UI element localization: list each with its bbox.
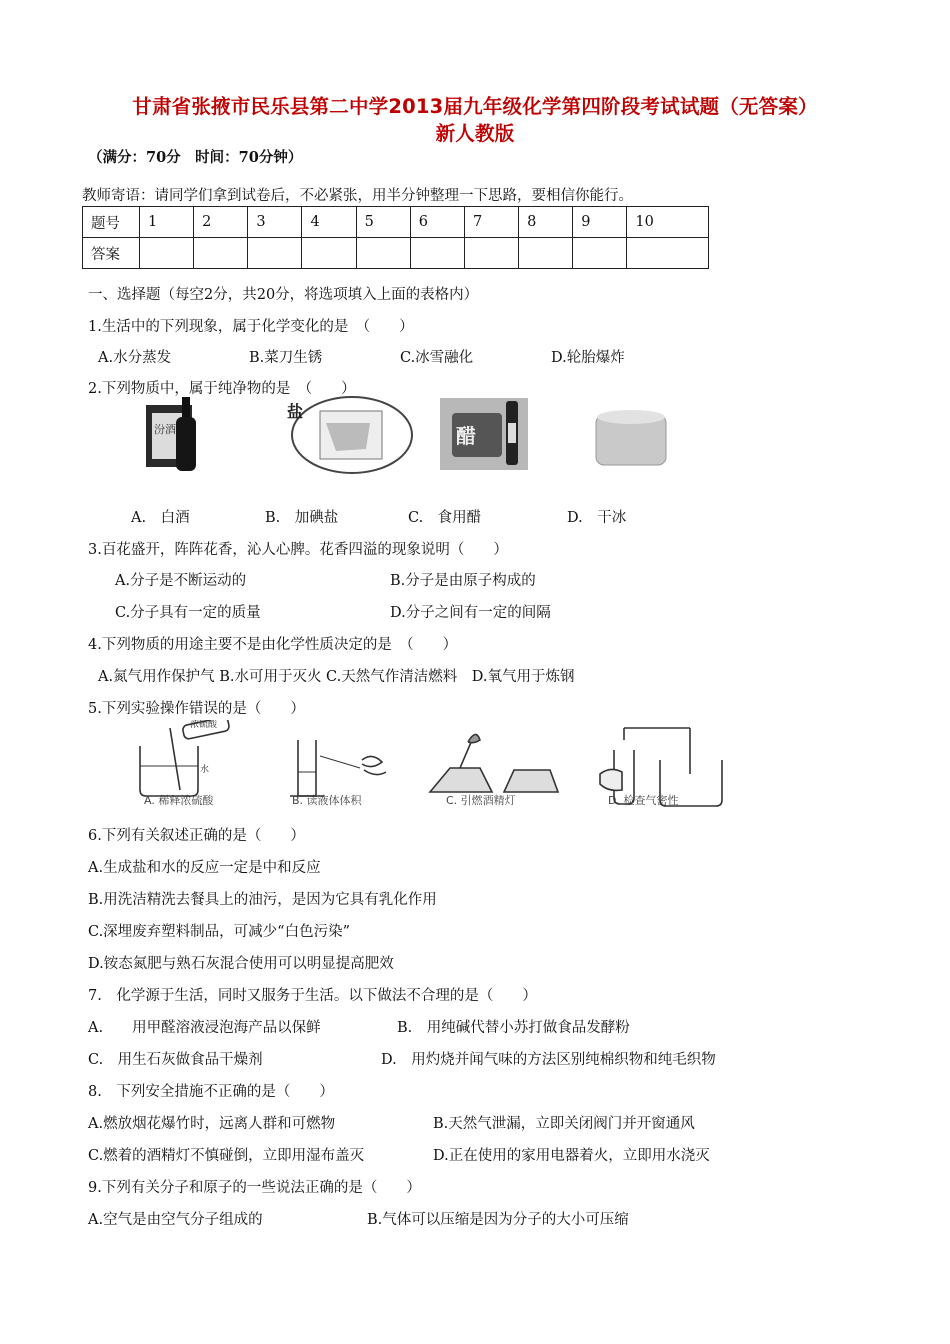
document-title: 甘肃省张掖市民乐县第二中学2013届九年级化学第四阶段考试试题（无答案） (132, 95, 818, 118)
answer-number: 4 (302, 207, 356, 238)
caption-a: A. 稀释浓硫酸 (144, 794, 214, 807)
answer-cell[interactable] (248, 238, 302, 269)
salt-package-image (287, 397, 412, 473)
option: C.冰雪融化 (400, 350, 474, 366)
substances-images (140, 393, 700, 483)
option: B. 加碘盐 (265, 510, 339, 526)
answer-cell[interactable] (410, 238, 464, 269)
liquor-bottle-image (146, 397, 196, 471)
answer-number: 3 (248, 207, 302, 238)
answer-cell[interactable] (356, 238, 410, 269)
answer-number: 6 (410, 207, 464, 238)
answer-table (82, 206, 709, 269)
exam-meta: （满分：70分 时间：70分钟） (88, 149, 303, 166)
answer-cell[interactable] (519, 238, 573, 269)
option: A.分子是不断运动的 (115, 573, 247, 589)
answer-cell[interactable] (464, 238, 518, 269)
answer-number: 2 (194, 207, 248, 238)
question-stem: 3.百花盛开，阵阵花香，沁人心脾。花香四溢的现象说明（ ） (88, 542, 508, 558)
answer-table-number-row (83, 207, 709, 238)
option: B.用洗洁精洗去餐具上的油污，是因为它具有乳化作用 (88, 892, 437, 908)
option: C. 用生石灰做食品干燥剂 (88, 1052, 263, 1068)
option: C.燃着的酒精灯不慎碰倒，立即用湿布盖灭 (88, 1148, 365, 1164)
caption-d: D. 检查气密性 (608, 794, 679, 807)
answer-table-answer-row (83, 238, 709, 269)
option: D.铵态氮肥与熟石灰混合使用可以明显提高肥效 (88, 956, 394, 972)
question-stem: 2.下列物质中，属于纯净物的是 （ ） (88, 381, 356, 397)
question-stem: 7. 化学源于生活，同时又服务于生活。以下做法不合理的是（ ） (88, 988, 537, 1004)
answer-cell[interactable] (194, 238, 248, 269)
option: A.空气是由空气分子组成的 (88, 1212, 263, 1228)
answer-number: 5 (356, 207, 410, 238)
liquor-label: 汾酒 (154, 423, 176, 436)
option: D.轮胎爆炸 (551, 350, 625, 366)
answer-cell[interactable] (140, 238, 194, 269)
answer-cell[interactable] (302, 238, 356, 269)
water-label: 水 (200, 765, 210, 775)
option: C. 食用醋 (408, 510, 482, 526)
caption-c: C. 引燃酒精灯 (446, 794, 516, 807)
option: B.天然气泄漏，立即关闭阀门并开窗通风 (433, 1116, 695, 1132)
options-line: A.氮气用作保护气 B.水可用于灭火 C.天然气作清洁燃料 D.氧气用于炼钢 (98, 669, 575, 685)
vinegar-image (440, 398, 528, 470)
question-stem: 6.下列有关叙述正确的是（ ） (88, 828, 305, 844)
dilute-sulfuric-acid-image (140, 720, 230, 796)
lab-operations-images (130, 720, 740, 808)
answer-number: 8 (519, 207, 573, 238)
option: B.气体可以压缩是因为分子的大小可压缩 (367, 1212, 629, 1228)
option: B.分子是由原子构成的 (390, 573, 536, 589)
option: D. 用灼烧并闻气味的方法区别纯棉织物和纯毛织物 (381, 1052, 716, 1068)
option: A.生成盐和水的反应一定是中和反应 (88, 860, 321, 876)
option: D. 干冰 (567, 510, 627, 526)
question-stem: 1.生活中的下列现象，属于化学变化的是 （ ） (88, 319, 414, 335)
row-label-number: 题号 (83, 207, 140, 238)
section-heading: 一、选择题（每空2分，共20分，将选项填入上面的表格内） (88, 287, 479, 303)
answer-number: 10 (627, 207, 709, 238)
answer-cell[interactable] (573, 238, 627, 269)
question-stem: 8. 下列安全措施不正确的是（ ） (88, 1084, 334, 1100)
salt-label: 盐 (287, 402, 304, 421)
answer-number: 7 (464, 207, 518, 238)
read-volume-image (290, 740, 386, 796)
teacher-note: 教师寄语：请同学们拿到试卷后，不必紧张，用半分钟整理一下思路，要相信你能行。 (82, 188, 633, 204)
option: A. 白酒 (131, 510, 190, 526)
vinegar-label: 醋 (456, 424, 476, 448)
option: A. 用甲醛溶液浸泡海产品以保鲜 (88, 1020, 321, 1036)
question-stem: 4.下列物质的用途主要不是由化学性质决定的是 （ ） (88, 637, 458, 653)
row-label-answer: 答案 (83, 238, 140, 269)
acid-label: 浓硫酸 (190, 720, 218, 730)
option: D.正在使用的家用电器着火，立即用水浇灭 (433, 1148, 710, 1164)
question-stem: 9.下列有关分子和原子的一些说法正确的是（ ） (88, 1180, 421, 1196)
caption-b: B. 读液体体积 (292, 794, 362, 807)
option: C.深埋废弃塑料制品，可减少“白色污染” (88, 924, 351, 940)
option: A.燃放烟花爆竹时，远离人群和可燃物 (88, 1116, 336, 1132)
question-stem: 5.下列实验操作错误的是（ ） (88, 701, 305, 717)
answer-cell[interactable] (627, 238, 709, 269)
option: A.水分蒸发 (98, 350, 172, 366)
document-subtitle: 新人教版 (435, 122, 515, 145)
option: B. 用纯碱代替小苏打做食品发酵粉 (397, 1020, 630, 1036)
dry-ice-image (596, 410, 666, 465)
option: C.分子具有一定的质量 (115, 605, 261, 621)
option: B.菜刀生锈 (249, 350, 323, 366)
light-alcohol-lamp-image (430, 734, 558, 792)
answer-number: 9 (573, 207, 627, 238)
option: D.分子之间有一定的间隔 (390, 605, 551, 621)
answer-number: 1 (140, 207, 194, 238)
